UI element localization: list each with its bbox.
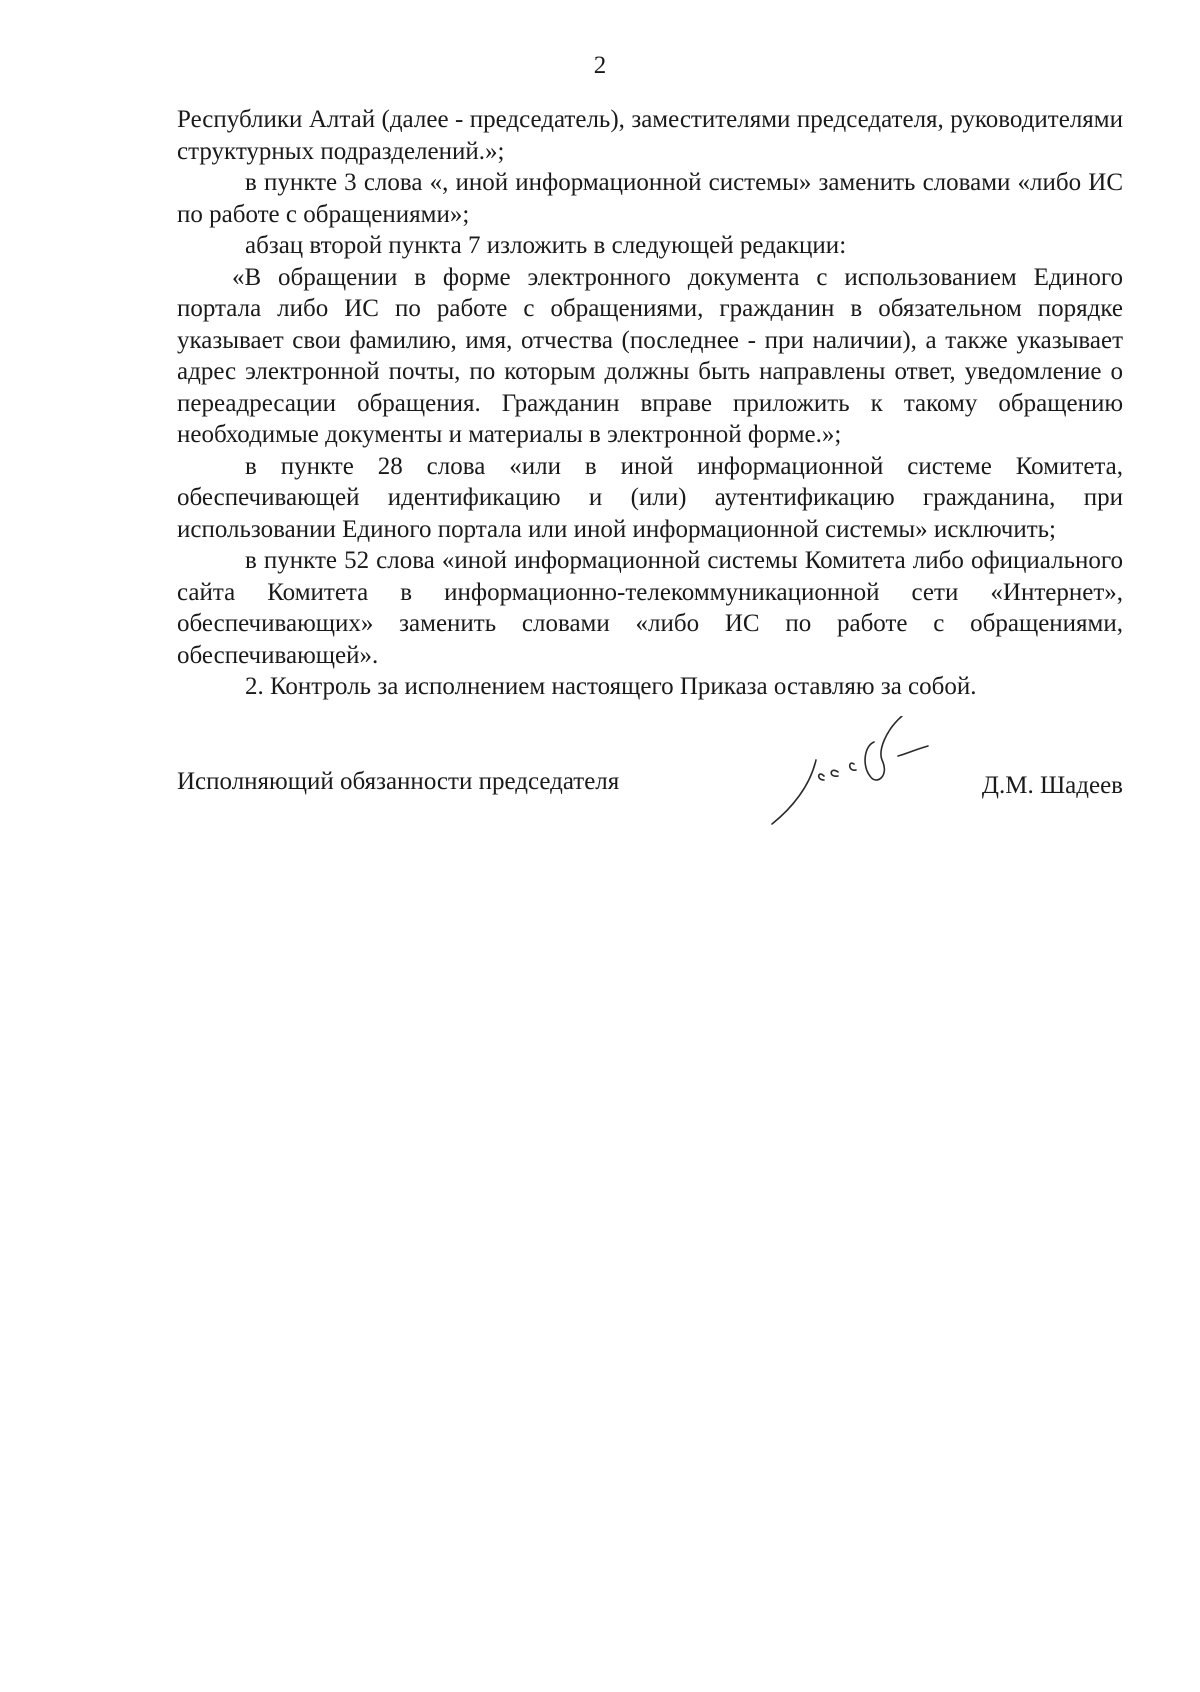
handwritten-signature bbox=[752, 716, 952, 826]
signer-name: Д.М. Шадеев bbox=[981, 772, 1123, 799]
paragraph-1: Республики Алтай (далее - председатель), заместителями председателя, руководителями структурных подразделений.»; bbox=[177, 106, 1123, 165]
document-body bbox=[177, 104, 1123, 703]
signature-block bbox=[177, 716, 1123, 836]
page-number: 2 bbox=[593, 52, 607, 79]
paragraph-5: в пункте 28 слова «или в иной информационной системе Комитета, обеспечивающей идентификацию и (или) аутентификацию гражданина, при использовании Единого портала или иной информационной системы» исключить; bbox=[177, 452, 1123, 543]
paragraph-2: в пункте 3 слова «, иной информационной системы» заменить словами «либо ИС по работе с обращениями»; bbox=[177, 169, 1123, 228]
paragraph-6: в пункте 52 слова «иной информационной системы Комитета либо официального сайта Комитета в информационно-телекоммуникационной сети «Интернет», обеспечивающих» заменить словами «либо ИС по работе с обращениями, обеспечивающей». bbox=[177, 547, 1123, 669]
paragraph-4: «В обращении в форме электронного документа с использованием Единого портала либо ИС по работе с обращениями, гражданин в обязательном порядке указывает свои фамилию, имя, отчества (последнее - при наличии), а также указывает адрес электронной почты, по которым должны быть направлены ответ, уведомление о переадресации обращения. Гражданин вправе приложить к такому обращению необходимые документы и материалы в электронной форме.»; bbox=[177, 263, 1123, 448]
paragraph-7: 2. Контроль за исполнением настоящего Приказа оставляю за собой. bbox=[245, 673, 977, 700]
paragraph-3: абзац второй пункта 7 изложить в следующей редакции: bbox=[245, 232, 847, 259]
signer-title: Исполняющий обязанности председателя bbox=[177, 768, 620, 795]
